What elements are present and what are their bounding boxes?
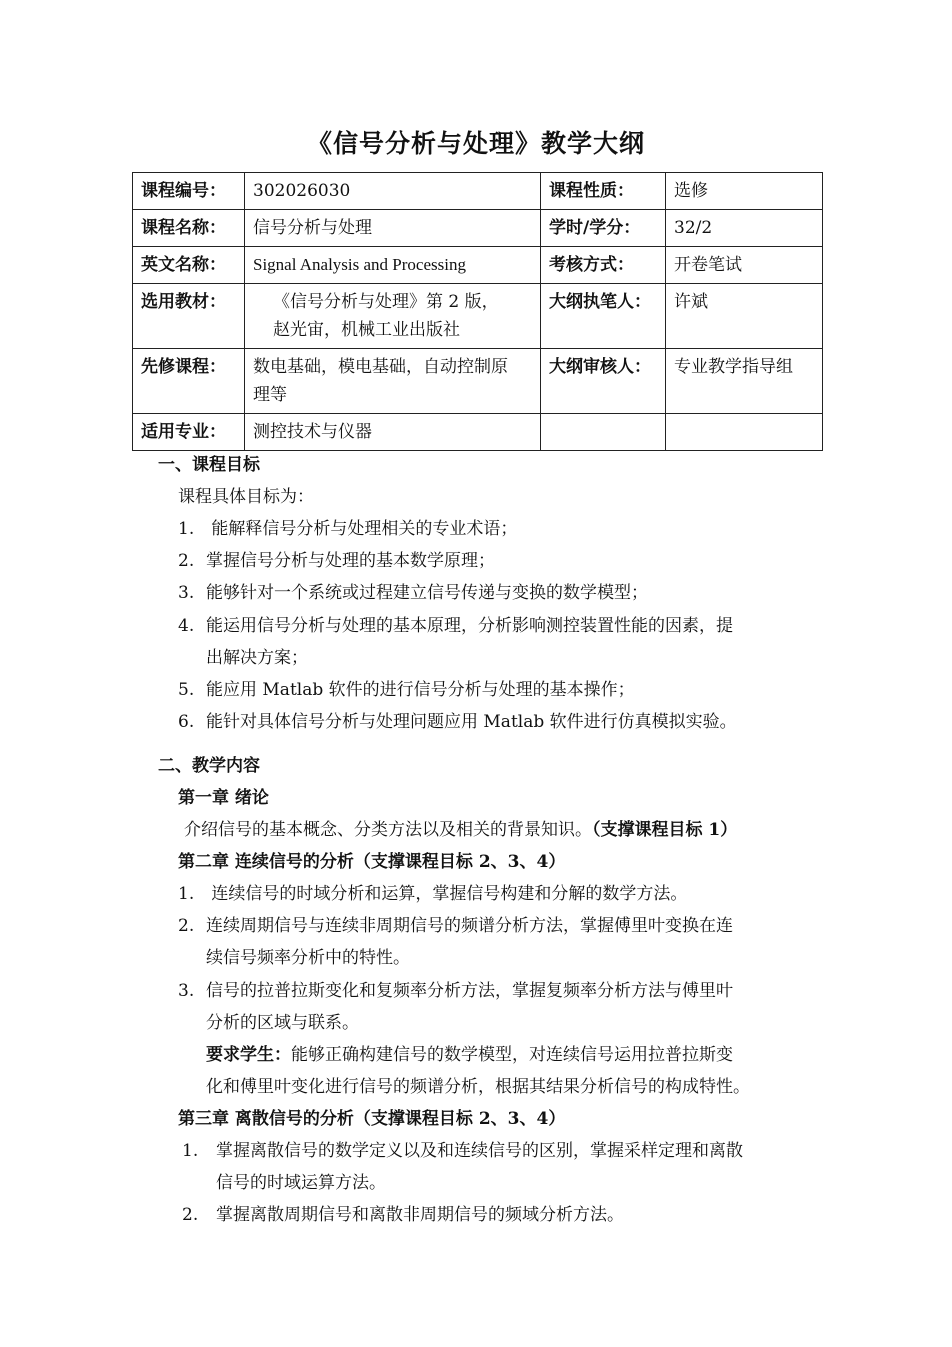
course-info-table: [132, 172, 823, 451]
item-number: 3.: [178, 981, 195, 1001]
list-item: [178, 677, 635, 703]
requirement-label: 要求学生：: [206, 1045, 291, 1065]
list-item: [182, 1138, 743, 1164]
item-number: 2.: [178, 916, 195, 936]
list-item: [178, 881, 687, 907]
label-assessment: 考核方式：: [541, 247, 666, 284]
item-number: 1.: [178, 519, 195, 539]
value-english-name: Signal Analysis and Processing: [245, 247, 541, 284]
value-hours-credits: 32/2: [666, 210, 823, 247]
prereq-line-1: 数电基础，模电基础，自动控制原: [253, 357, 508, 377]
chapter-title: 第二章 连续信号的分析（支撑课程目标 2、3、4）: [178, 852, 566, 872]
item-number: 5.: [178, 680, 195, 700]
list-item-continuation: 续信号频率分析中的特性。: [206, 948, 410, 968]
section-heading-content: 二、教学内容: [158, 756, 260, 776]
list-item-continuation: 出解决方案；: [206, 648, 308, 668]
item-text: 掌握离散信号的数学定义以及和连续信号的区别，掌握采样定理和离散: [216, 1141, 743, 1161]
textbook-line-1: 《信号分析与处理》第 2 版，: [273, 292, 499, 312]
prereq-line-2: 理等: [253, 385, 287, 405]
list-item: [178, 548, 495, 574]
label-author: 大纲执笔人：: [541, 284, 666, 349]
item-text: 信号的拉普拉斯变化和复频率分析方法，掌握复频率分析方法与傅里叶: [206, 981, 733, 1001]
table-row: [133, 284, 823, 349]
value-course-name: 信号分析与处理: [245, 210, 541, 247]
list-item: [178, 913, 733, 939]
list-item: [178, 516, 517, 542]
item-text: 掌握离散周期信号和离散非周期信号的频域分析方法。: [216, 1205, 624, 1225]
label-major: 适用专业：: [133, 414, 245, 451]
chapter-title: 第一章 绪论: [178, 788, 269, 808]
list-item-continuation: 信号的时域运算方法。: [216, 1173, 386, 1193]
item-text: 连续周期信号与连续非周期信号的频谱分析方法，掌握傅里叶变换在连: [206, 916, 733, 936]
item-number: 3.: [178, 583, 195, 603]
item-number: 1.: [182, 1141, 199, 1161]
chapter-text: 介绍信号的基本概念、分类方法以及相关的背景知识。: [184, 820, 592, 840]
list-item: [178, 613, 733, 639]
list-item: [178, 709, 737, 735]
support-note: （支撑课程目标 1）: [592, 820, 738, 840]
value-author: 许斌: [666, 284, 823, 349]
label-course-code: 课程编号：: [133, 173, 245, 210]
table-row: [133, 414, 823, 451]
section-heading-objectives: 一、课程目标: [158, 455, 260, 475]
chapter-title: 第三章 离散信号的分析（支撑课程目标 2、3、4）: [178, 1109, 566, 1129]
item-number: 6.: [178, 712, 195, 732]
item-number: 2.: [178, 551, 195, 571]
item-text: 能应用 Matlab 软件的进行信号分析与处理的基本操作；: [206, 680, 635, 700]
label-reviewer: 大纲审核人：: [541, 349, 666, 414]
value-reviewer: 专业教学指导组: [666, 349, 823, 414]
label-english-name: 英文名称：: [133, 247, 245, 284]
chapter-description: [184, 817, 737, 843]
label-prerequisites: 先修课程：: [133, 349, 245, 414]
item-text: 连续信号的时域分析和运算，掌握信号构建和分解的数学方法。: [206, 884, 688, 904]
requirement-paragraph: [206, 1042, 733, 1068]
label-course-type: 课程性质：: [541, 173, 666, 210]
requirement-continuation: 化和傅里叶变化进行信号的频谱分析，根据其结果分析信号的构成特性。: [206, 1077, 750, 1097]
list-item: [178, 580, 648, 606]
table-row: [133, 349, 823, 414]
item-text: 能针对具体信号分析与处理问题应用 Matlab 软件进行仿真模拟实验。: [206, 712, 737, 732]
value-assessment: 开卷笔试: [666, 247, 823, 284]
textbook-line-2: 赵光宙，机械工业出版社: [273, 320, 460, 340]
item-number: 1.: [178, 884, 195, 904]
empty-cell: [666, 414, 823, 451]
table-row: [133, 173, 823, 210]
label-hours-credits: 学时/学分：: [541, 210, 666, 247]
requirement-text: 能够正确构建信号的数学模型，对连续信号运用拉普拉斯变: [291, 1045, 733, 1065]
value-major: 测控技术与仪器: [245, 414, 541, 451]
table-row: [133, 210, 823, 247]
value-course-type: 选修: [666, 173, 823, 210]
table-row: [133, 247, 823, 284]
value-prerequisites: [245, 349, 541, 414]
list-item: [182, 1202, 624, 1228]
item-text: 能够针对一个系统或过程建立信号传递与变换的数学模型；: [206, 583, 648, 603]
list-item: [178, 978, 733, 1004]
objectives-intro: 课程具体目标为：: [178, 487, 314, 507]
value-course-code: 302026030: [245, 173, 541, 210]
page-title: 《信号分析与处理》教学大纲: [306, 129, 645, 158]
item-text: 能解释信号分析与处理相关的专业术语；: [206, 519, 518, 539]
label-textbook: 选用教材：: [133, 284, 245, 349]
item-text: 掌握信号分析与处理的基本数学原理；: [206, 551, 495, 571]
value-textbook: [245, 284, 541, 349]
item-number: 4.: [178, 616, 195, 636]
item-text: 能运用信号分析与处理的基本原理，分析影响测控装置性能的因素，提: [206, 616, 733, 636]
label-course-name: 课程名称：: [133, 210, 245, 247]
empty-cell: [541, 414, 666, 451]
list-item-continuation: 分析的区域与联系。: [206, 1013, 359, 1033]
item-number: 2.: [182, 1205, 199, 1225]
